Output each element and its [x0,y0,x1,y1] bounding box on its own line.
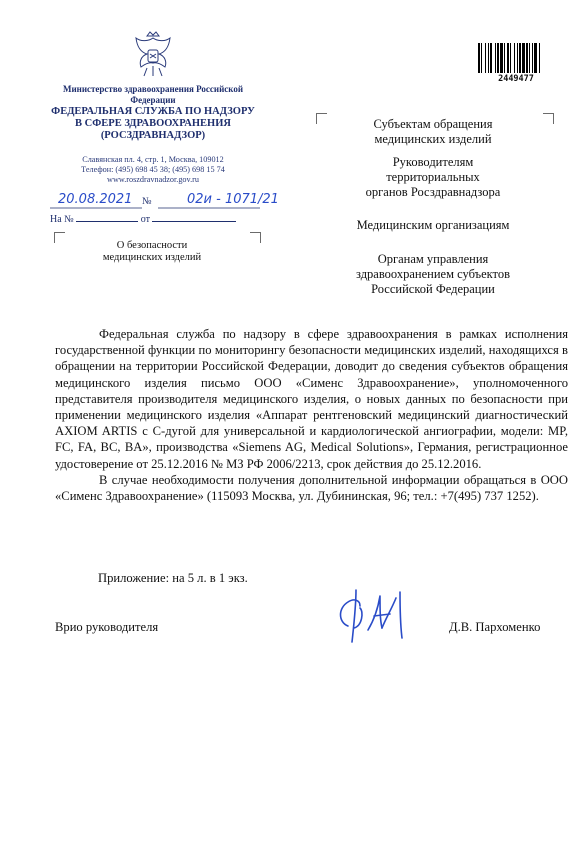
barcode-bar [529,43,530,73]
barcode-bar [481,43,482,73]
handwritten-signature-icon [334,586,414,644]
ref-number-blank [76,212,138,222]
subject-line-1: О безопасности [116,240,188,251]
recipient-line: здравоохранением субъектов [355,267,510,281]
barcode-bar [485,43,486,73]
recipient-line: медицинских изделий [374,132,492,146]
recipient-corner-left [316,113,327,124]
barcode-bar [517,43,518,73]
letter-body [55,326,568,504]
website: www.roszdravnadzor.gov.ru [107,175,199,184]
recipient-line: территориальных [386,170,480,184]
barcode-bar [500,43,503,73]
appendix-note: Приложение: на 5 л. в 1 экз. [98,571,248,585]
agency-contacts [50,155,256,185]
recipient-line: Руководителям [392,155,474,169]
recipient-line: Органам управления [377,252,489,266]
barcode-bar [519,43,521,73]
barcode-bar [534,43,537,73]
barcode-icon [478,43,554,73]
recipient-line: Субъектам обращения [373,117,493,131]
ref-date-blank [152,212,236,222]
subject-corner-right [250,232,261,243]
body-paragraph-2: В случае необходимости получения дополнительной информации обращаться в ООО «Сименс Здравоохранение» (115093 Москва, ул. Дубининская, 96; тел.: +7(495) 737 1252). [55,472,568,504]
agency-line-2: В СФЕРЕ ЗДРАВООХРАНЕНИЯ [75,118,231,129]
signatory-name: Д.В. Пархоменко [449,620,541,634]
letter-subject [62,240,242,264]
agency-name [50,106,256,142]
barcode-bar [526,43,528,73]
barcode-bar [495,43,496,73]
recipient-corner-right [543,113,554,124]
phone: Телефон: (495) 698 45 38; (495) 698 15 74 [81,165,225,174]
barcode-number: 2449477 [498,74,534,84]
registration-date: 20.08.2021 [58,192,133,207]
recipient-group-1 [333,117,533,147]
agency-line-3: (РОСЗДРАВНАДЗОР) [100,130,206,141]
agency-line-1: ФЕДЕРАЛЬНАЯ СЛУЖБА ПО НАДЗОРУ [51,106,255,117]
registration-number: 02и - 1071/21 [187,192,279,207]
body-paragraph-1: Федеральная служба по надзору в сфере здравоохранения в рамках исполнения государственной функции по мониторингу безопасности медицинских изделий, находящихся в обращении на территории Российской Федерации, доводит до сведения субъектов обращения медицинского изделия письмо ООО «Сименс Здравоохранение», уполномоченного представителя производителя медицинского изделия, о новых данных по безопасности при применении медицинского изделия «Аппарат рентгеновский медицинский диагностический AXIOM ARTIS с С-дугой для универсальной и кардиологической ангиографии, модели: MP, FC, FA, BC, BA», производства «Siemens AG, Medical Solutions», Германия, регистрационное удостоверение от 25.12.2016 № МЗ РФ 2006/2213, срок действия до 25.12.2016. [55,327,568,471]
address: Славянская пл. 4, стр. 1, Москва, 109012 [82,155,224,164]
ref-from: от [140,214,150,225]
barcode-bar [507,43,509,73]
barcode-bar [539,43,540,73]
registration-number-sign: № [142,196,152,207]
barcode-bar [532,43,533,73]
barcode-bar [490,43,492,73]
barcode-bar [514,43,515,73]
recipient-line: Российской Федерации [371,282,495,296]
ministry-name: Министерство здравоохранения Российской Федерации [62,84,244,105]
barcode-bar [478,43,480,73]
registration-underline [50,207,260,210]
recipient-group-4 [333,252,533,297]
recipient-group-3 [333,218,533,233]
barcode-bar [522,43,525,73]
barcode-bar [497,43,499,73]
coat-of-arms-icon [133,30,173,78]
recipient-line: Медицинским организациям [356,218,510,232]
barcode-bar [510,43,511,73]
ref-prefix: На № [50,214,74,225]
recipient-line: органов Росздравнадзора [365,185,501,199]
barcode-bar [488,43,489,73]
reference-line [50,212,236,225]
barcode-bar [504,43,505,73]
recipient-group-2 [333,155,533,200]
subject-line-2: медицинских изделий [102,252,202,263]
signatory-role: Врио руководителя [55,620,159,634]
